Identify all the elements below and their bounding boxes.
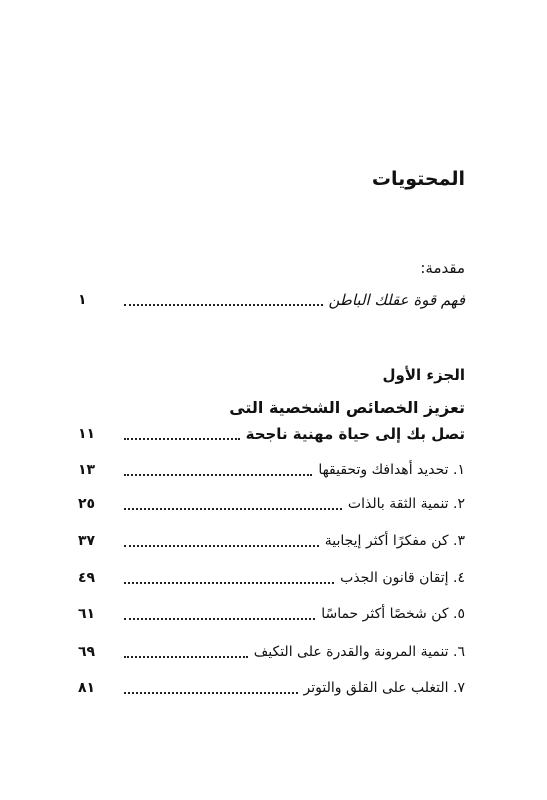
toc-page-number: ١ [78, 292, 87, 308]
toc-page-number: ٦٩ [78, 644, 96, 660]
dot-leader [124, 545, 319, 547]
dot-leader [124, 618, 315, 620]
toc-page-number: ٤٩ [78, 570, 96, 586]
toc-page-number: ٦١ [78, 606, 96, 622]
toc-entry-text: ٧. التغلب على القلق والتوتر [303, 680, 465, 696]
dot-leader [124, 656, 248, 658]
toc-entry-chapter-4 [78, 567, 465, 589]
toc-entry-text: ٤. إتقان قانون الجذب [340, 570, 465, 586]
toc-entry-chapter-7 [78, 677, 465, 699]
toc-entry-text: فهم قوة عقلك الباطن [328, 291, 465, 309]
intro-label: مقدمة: [420, 259, 465, 277]
toc-page-number: ٢٥ [78, 496, 96, 512]
toc-page-number: ٣٧ [78, 533, 96, 549]
dot-leader [124, 438, 240, 440]
part-title-line2: تصل بك إلى حياة مهنية ناجحة [245, 425, 465, 443]
page-title: المحتويات [371, 168, 465, 190]
toc-page-number: ١١ [78, 426, 96, 442]
toc-entry-intro [78, 289, 465, 311]
toc-page-number: ١٣ [78, 462, 96, 478]
toc-entry-chapter-6 [78, 641, 465, 663]
toc-entry-text: ٢. تنمية الثقة بالذات [347, 496, 465, 512]
toc-entry-text: ٥. كن شخصًا أكثر حماسًا [321, 606, 465, 622]
toc-entry-chapter-2 [78, 493, 465, 515]
toc-entry-text: ٦. تنمية المرونة والقدرة على التكيف [253, 644, 465, 660]
toc-entry-chapter-5 [78, 603, 465, 625]
toc-entry-chapter-1 [78, 459, 465, 481]
toc-entry-part-title [78, 423, 465, 445]
toc-entry-text: ١. تحديد أهدافك وتحقيقها [318, 462, 465, 478]
part-title-line1: تعزيز الخصائص الشخصية التى [229, 398, 465, 417]
toc-entry-chapter-3 [78, 530, 465, 552]
dot-leader [124, 474, 312, 476]
dot-leader [124, 304, 323, 306]
dot-leader [124, 508, 342, 510]
toc-entry-text: ٣. كن مفكرًا أكثر إيجابية [324, 533, 465, 549]
dot-leader [124, 582, 334, 584]
dot-leader [124, 692, 298, 694]
toc-page-number: ٨١ [78, 680, 96, 696]
part-label: الجزء الأول [382, 366, 465, 384]
